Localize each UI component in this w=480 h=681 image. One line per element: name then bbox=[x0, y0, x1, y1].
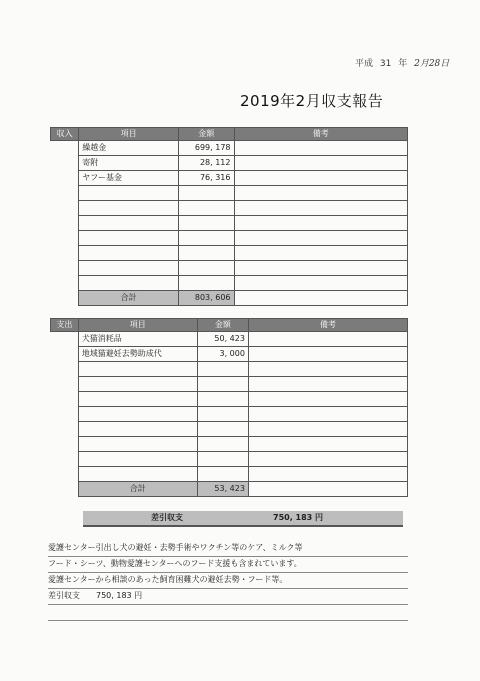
row-amount bbox=[197, 422, 248, 437]
row-item bbox=[79, 231, 179, 246]
row-spacer bbox=[51, 437, 79, 452]
income-table bbox=[50, 127, 408, 306]
row-amount bbox=[179, 261, 234, 276]
table-row bbox=[51, 362, 408, 377]
table-row bbox=[51, 216, 408, 231]
row-item bbox=[79, 201, 179, 216]
row-item bbox=[78, 467, 197, 482]
note-line: フード・シーツ、動物愛護センターへのフード支援も含まれています。 bbox=[48, 557, 408, 573]
row-note bbox=[234, 216, 408, 231]
column-header-amount: 金額 bbox=[197, 319, 248, 332]
table-row bbox=[51, 347, 408, 362]
row-note bbox=[234, 186, 408, 201]
row-spacer bbox=[51, 246, 79, 261]
row-spacer bbox=[51, 141, 79, 156]
row-item bbox=[79, 246, 179, 261]
row-item bbox=[79, 186, 179, 201]
page-title: 2019年2月収支報告 bbox=[240, 92, 384, 110]
table-row bbox=[51, 392, 408, 407]
row-note bbox=[248, 362, 407, 377]
row-amount bbox=[179, 231, 234, 246]
row-note bbox=[234, 201, 408, 216]
table-row bbox=[51, 141, 408, 156]
expense-table bbox=[50, 318, 408, 497]
row-item bbox=[79, 276, 179, 291]
row-note bbox=[234, 171, 408, 186]
row-amount bbox=[179, 216, 234, 231]
row-spacer bbox=[51, 362, 79, 377]
row-note bbox=[248, 347, 407, 362]
row-amount bbox=[179, 201, 234, 216]
row-note bbox=[248, 437, 407, 452]
column-header-item: 項目 bbox=[79, 128, 179, 141]
table-row bbox=[51, 452, 408, 467]
row-note bbox=[234, 156, 408, 171]
column-header-item: 項目 bbox=[78, 319, 197, 332]
note-line: 愛護センターから相談のあった飼育困難犬の避妊去勢・フード等。 bbox=[48, 573, 408, 589]
row-spacer bbox=[51, 347, 79, 362]
table-row bbox=[51, 171, 408, 186]
total-label: 合計 bbox=[78, 482, 197, 497]
row-spacer bbox=[51, 407, 79, 422]
row-item bbox=[78, 452, 197, 467]
note-line: 愛護センター引出し犬の避妊・去勢手術やワクチン等のケア、ミルク等 bbox=[48, 541, 408, 557]
row-item bbox=[78, 377, 197, 392]
row-amount bbox=[179, 276, 234, 291]
row-spacer bbox=[51, 482, 79, 497]
notes-section bbox=[48, 541, 408, 621]
row-spacer bbox=[51, 156, 79, 171]
row-note bbox=[234, 246, 408, 261]
row-note bbox=[234, 231, 408, 246]
row-note bbox=[234, 261, 408, 276]
era-name: 平成 bbox=[355, 59, 374, 69]
table-row bbox=[51, 422, 408, 437]
row-spacer bbox=[51, 186, 79, 201]
row-amount: 76, 316 bbox=[179, 171, 234, 186]
row-amount bbox=[197, 362, 248, 377]
table-row bbox=[51, 377, 408, 392]
table-row bbox=[51, 437, 408, 452]
column-header-note: 備考 bbox=[234, 128, 408, 141]
difference-amount: 750, 183 円 bbox=[273, 513, 324, 522]
row-amount bbox=[197, 407, 248, 422]
total-note bbox=[248, 482, 407, 497]
row-item bbox=[78, 407, 197, 422]
section-label: 収入 bbox=[51, 128, 79, 141]
column-header-amount: 金額 bbox=[179, 128, 234, 141]
row-item: 寄附 bbox=[79, 156, 179, 171]
row-spacer bbox=[51, 452, 79, 467]
column-header-note: 備考 bbox=[248, 319, 407, 332]
table-row bbox=[51, 231, 408, 246]
row-spacer bbox=[51, 276, 79, 291]
row-spacer bbox=[51, 422, 79, 437]
row-note bbox=[248, 392, 407, 407]
row-amount bbox=[197, 377, 248, 392]
row-amount bbox=[197, 392, 248, 407]
year-char: 年 bbox=[398, 59, 408, 69]
table-header-row bbox=[51, 128, 408, 141]
row-spacer bbox=[51, 332, 79, 347]
total-label: 合計 bbox=[79, 291, 179, 306]
row-note bbox=[234, 141, 408, 156]
row-amount bbox=[197, 452, 248, 467]
row-item: 繰越金 bbox=[79, 141, 179, 156]
row-amount bbox=[179, 246, 234, 261]
row-note bbox=[248, 377, 407, 392]
section-label: 支出 bbox=[51, 319, 79, 332]
row-item bbox=[79, 261, 179, 276]
row-note bbox=[248, 422, 407, 437]
note-line bbox=[48, 605, 408, 621]
total-amount: 803, 606 bbox=[179, 291, 234, 306]
row-amount: 28, 112 bbox=[179, 156, 234, 171]
row-note bbox=[248, 407, 407, 422]
difference-bar bbox=[83, 511, 403, 527]
row-item: ヤフー基金 bbox=[79, 171, 179, 186]
row-item: 地域猫避妊去勢助成代 bbox=[78, 347, 197, 362]
row-spacer bbox=[51, 467, 79, 482]
era-date bbox=[355, 56, 453, 69]
row-spacer bbox=[51, 201, 79, 216]
row-note bbox=[234, 276, 408, 291]
row-note bbox=[248, 452, 407, 467]
note-line: 差引収支 750, 183 円 bbox=[48, 589, 408, 605]
row-spacer bbox=[51, 392, 79, 407]
table-row bbox=[51, 332, 408, 347]
row-amount bbox=[197, 437, 248, 452]
row-item bbox=[78, 437, 197, 452]
row-spacer bbox=[51, 377, 79, 392]
row-amount bbox=[197, 467, 248, 482]
handwritten-date: 2月28日 bbox=[414, 59, 450, 69]
row-note bbox=[248, 467, 407, 482]
table-row bbox=[51, 407, 408, 422]
total-row bbox=[51, 482, 408, 497]
table-header-row bbox=[51, 319, 408, 332]
row-note bbox=[248, 332, 407, 347]
row-item bbox=[78, 362, 197, 377]
total-amount: 53, 423 bbox=[197, 482, 248, 497]
row-amount: 699, 178 bbox=[179, 141, 234, 156]
row-item bbox=[78, 422, 197, 437]
table-row bbox=[51, 261, 408, 276]
table-row bbox=[51, 246, 408, 261]
table-row bbox=[51, 467, 408, 482]
table-row bbox=[51, 201, 408, 216]
total-row bbox=[51, 291, 408, 306]
table-row bbox=[51, 276, 408, 291]
row-amount: 50, 423 bbox=[197, 332, 248, 347]
row-amount: 3, 000 bbox=[197, 347, 248, 362]
row-spacer bbox=[51, 216, 79, 231]
row-spacer bbox=[51, 291, 79, 306]
row-spacer bbox=[51, 231, 79, 246]
table-row bbox=[51, 156, 408, 171]
row-item bbox=[79, 216, 179, 231]
row-amount bbox=[179, 186, 234, 201]
row-item: 犬猫消耗品 bbox=[78, 332, 197, 347]
table-row bbox=[51, 186, 408, 201]
row-spacer bbox=[51, 261, 79, 276]
row-item bbox=[78, 392, 197, 407]
total-note bbox=[234, 291, 408, 306]
difference-label: 差引収支 bbox=[151, 513, 183, 522]
row-spacer bbox=[51, 171, 79, 186]
era-year: 31 bbox=[379, 59, 392, 69]
